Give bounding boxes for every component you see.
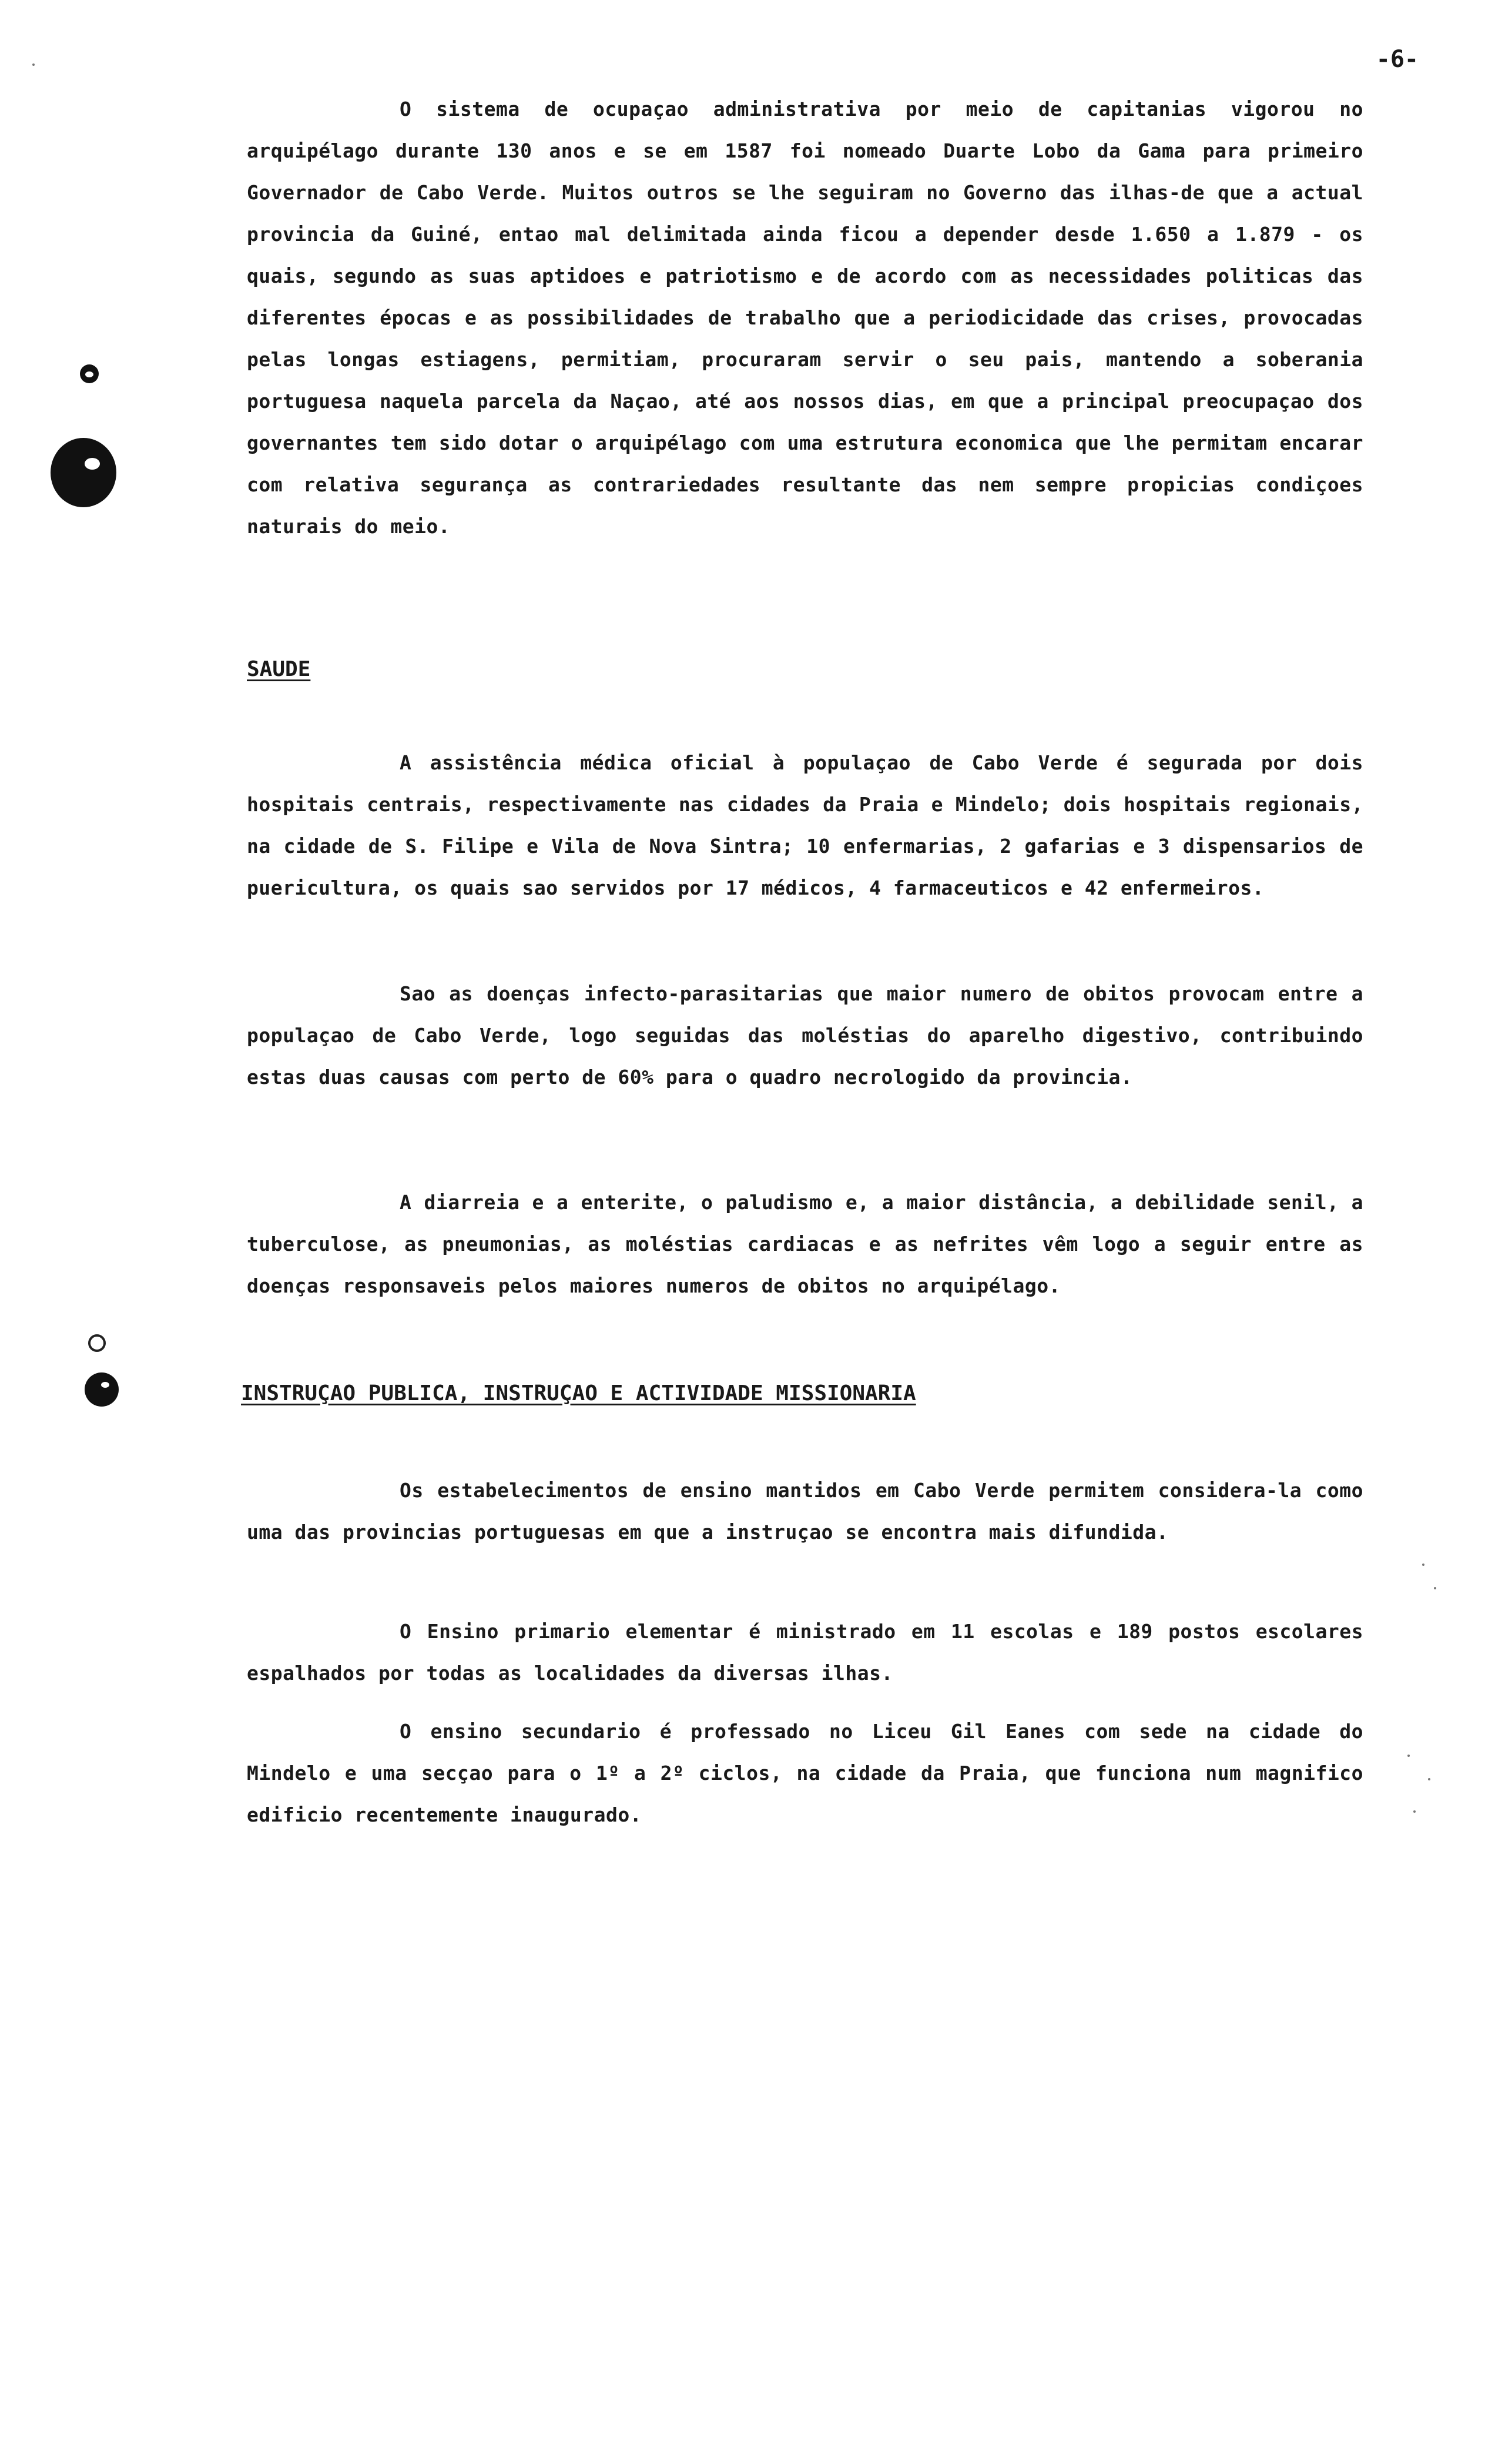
section-heading-saude: SAUDE: [247, 657, 311, 681]
paragraph-education-establishments: Os estabelecimentos de ensino mantidos em Cabo Verde permitem considera-la como uma das provincias portuguesas em que a instruçao se encontra mais difundida.: [247, 1479, 1363, 1544]
scan-speck: [1413, 1810, 1416, 1813]
scan-speck: [1428, 1778, 1430, 1780]
paragraph-primary-education: O Ensino primario elementar é ministrado em 11 escolas e 189 postos escolares espalhados por todas as localidades da diversas ilhas.: [247, 1620, 1363, 1685]
scan-speck: [1422, 1564, 1424, 1566]
scan-speck: [32, 63, 35, 66]
paragraph-medical-assistance: A assistência médica oficial à populaçao de Cabo Verde é segurada por dois hospitais centrais, respectivamente nas cidades da Praia e Mindelo; dois hospitais regionais, na cidade de S. Filipe e Vila de Nova Sintra; 10 enfermarias, 2 gafarias e 3 dispensarios de puericultura, os quais sao servidos por 17 médicos, 4 farmaceuticos e 42 enfermeiros.: [247, 751, 1363, 899]
scan-speck: [1434, 1587, 1436, 1589]
binder-hole-mark: [51, 438, 116, 507]
binder-hole-mark: [80, 364, 99, 383]
section-heading-instrucao: INSTRUÇAO PUBLICA, INSTRUÇAO E ACTIVIDADE MISSIONARIA: [241, 1381, 916, 1405]
paragraph-administration-history: O sistema de ocupaçao administrativa por meio de capitanias vigorou no arquipélago durante 130 anos e se em 1587 foi nomeado Duarte Lobo da Gama para primeiro Governador de Cabo Verde. Muitos outros se lhe seguiram no Governo das ilhas-de que a actual provincia da Guiné, entao mal delimitada ainda ficou a depender desde 1.650 a 1.879 - os quais, segundo as suas aptidoes e patriotismo e de acordo com as necessidades politicas das diferentes épocas e as possibilidades de trabalho que a periodicidade das crises, provocadas pelas longas estiagens, permitiam, procuraram servir o seu pais, mantendo a soberania portuguesa naquela parcela da Naçao, até aos nossos dias, em que a principal preocupaçao dos governantes tem sido dotar o arquipélago com uma estrutura economica que lhe permitam encarar com relativa segurança as contrariedades resultante das nem sempre propicias condiçoes naturais do meio.: [247, 98, 1363, 538]
binder-hole-mark: [85, 1372, 119, 1407]
paragraph-secondary-education: O ensino secundario é professado no Liceu Gil Eanes com sede na cidade do Mindelo e uma secçao para o 1º a 2º ciclos, na cidade da Praia, que funciona num magnifico edificio recentemente inaugurado.: [247, 1720, 1363, 1826]
page-number: -6-: [1376, 46, 1419, 73]
paragraph-causes-of-death: A diarreia e a enterite, o paludismo e, a maior distância, a debilidade senil, a tuberculose, as pneumonias, as moléstias cardiacas e as nefrites vêm logo a seguir entre as doenças responsaveis pelos maiores numeros de obitos no arquipélago.: [247, 1191, 1363, 1297]
paragraph-infectious-diseases: Sao as doenças infecto-parasitarias que maior numero de obitos provocam entre a populaçao de Cabo Verde, logo seguidas das moléstias do aparelho digestivo, contribuindo estas duas causas com perto de 60% para o quadro necrologido da provincia.: [247, 982, 1363, 1089]
scan-speck: [1407, 1755, 1410, 1757]
binder-hole-mark: [88, 1334, 106, 1352]
